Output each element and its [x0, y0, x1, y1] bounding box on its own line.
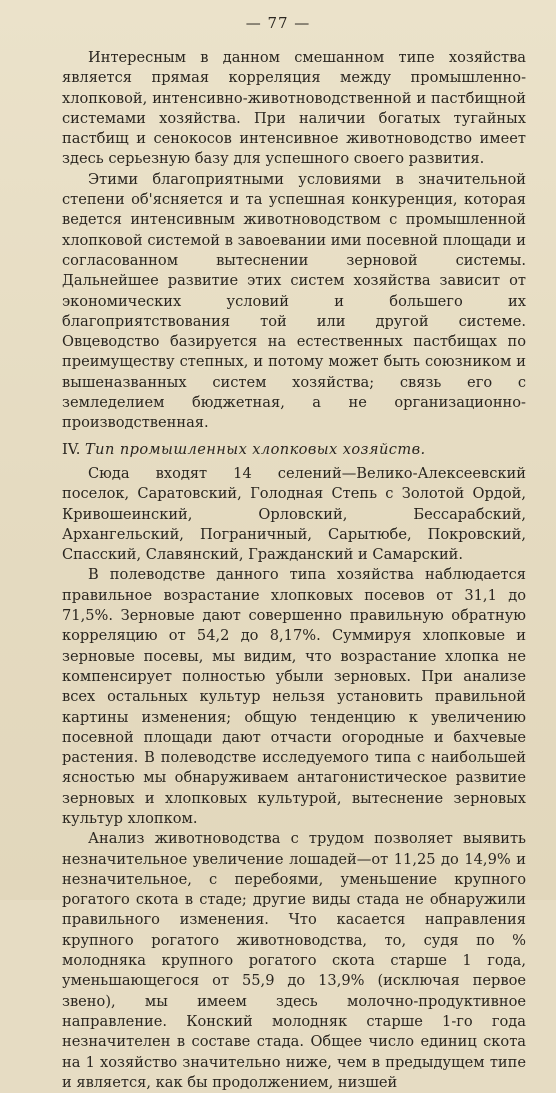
paragraph-correlation: Интересным в данном смешанном типе хозяйства является прямая корреляция между промышленно-хлопковой, интенсивно-животноводственной и пастбищной системами хозяйства. При наличии богатых тугайных пастбищ и сенокосов интенсивное животноводство имеет здесь серьезную базу для успешного своего развития. — [62, 49, 526, 168]
section-heading — [62, 440, 526, 460]
paragraph-animal-husbandry: Анализ животноводства с трудом позволяет выявить незначительное увеличение лошадей—от 11,25 до 14,9% и незначительное, с перебоями, уменьшение крупного рогатого скота в стаде; другие виды стада не обнаружили правильного изменения. Что касается направления крупного рогатого животноводства, то, судя по % молодняка крупного рогатого скота старше 1 года, уменьшающегося от 55,9 до 13,9% (исключая первое звено), мы имеем здесь молочно-продуктивное направление. Конский молодняк старше 1-го года незначителен в составе стада. Общее число единиц скота на 1 хозяйство значительно ниже, чем в предыдущем типе и является, как бы продолжением, низшей — [62, 830, 526, 1091]
body-text — [62, 48, 526, 1093]
section-number: IV. — [62, 440, 81, 458]
page-number: — 77 — — [245, 14, 311, 32]
section-title: Тип промышленных хлопковых хозяйств. — [85, 440, 426, 458]
paragraph-livestock-competition: Этими благоприятными условиями в значительной степени об'ясняется и та успешная конкуренция, которая ведется интенсивным животноводством с промышленной хлопковой системой в завоевании ими посевной площади и согласованном вытеснении зерновой системы. Дальнейшее развитие этих систем хозяйства зависит от экономических условий и большего их благоприятствования той или другой системе. Овцеводство базируется на естественных пастбищах по преимуществу степных, и потому может быть союзником и вышеназванных систем хозяйства; связь его с земледелием бюджетная, а не организационно-производственная. — [62, 170, 526, 432]
paragraph-field-cultivation: В полеводстве данного типа хозяйства наблюдается правильное возрастание хлопковых посевов от 31,1 до 71,5%. Зерновые дают совершенно правильную обратную корреляцию от 54,2 до 8,17%. Суммируя хлопковые и зерновые посевы, мы видим, что возрастание хлопка не компенсирует полностью убыли зерновых. При анализе всех остальных культур нельзя установить правильной картины изменения; общую тенденцию к увеличению посевной площади дают отчасти огородные и бахчевые растения. В полеводстве исследуемого типа с наибольшей ясностью мы обнаруживаем антагонистическое развитие зерновых и хлопковых культурой, вытеснение зерновых культур хлопком. — [62, 566, 526, 827]
paragraph-settlements: Сюда входят 14 селений—Велико-Алексеевский поселок, Саратовский, Голодная Степь с Золотой Ордой, Кривошеинский, Орловский, Бессарабский, Архангельский, Пограничный, Сарытюбе, Покровский, Спасский, Славянский, Гражданский и Самарский. — [62, 464, 526, 564]
